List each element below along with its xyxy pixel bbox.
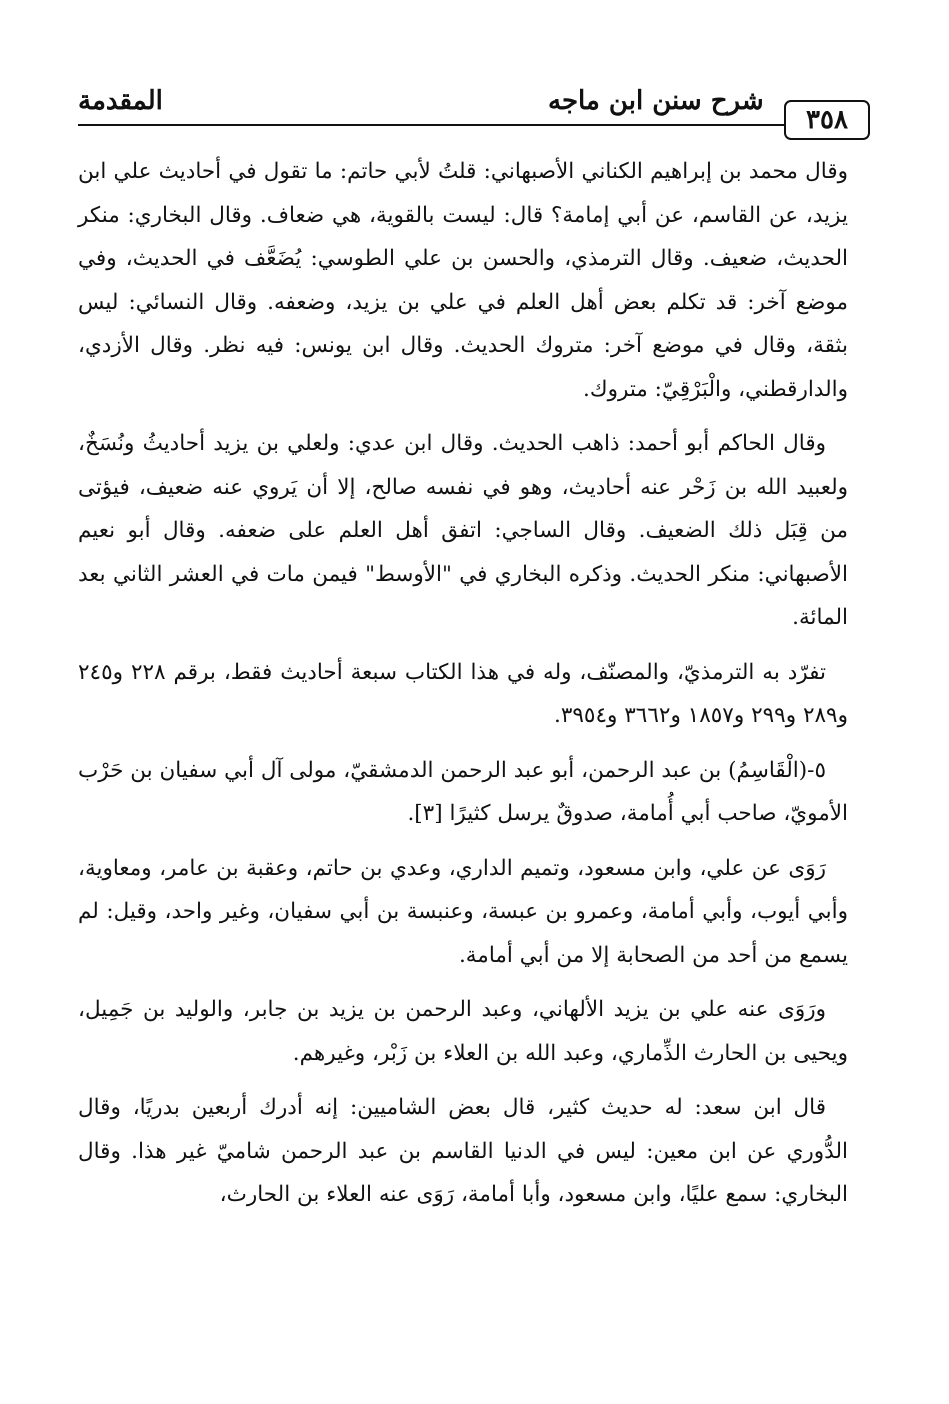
paragraph: تفرّد به الترمذيّ، والمصنّف، وله في هذا الكتاب سبعة أحاديث فقط، برقم ٢٢٨ و٢٤٥ و٢٨٩ و٢٩٩ و١٨٥٧ و٣٦٦٢ و٣٩٥٤. (78, 659, 848, 728)
paragraph: ورَوَى عنه علي بن يزيد الألهاني، وعبد الرحمن بن يزيد بن جابر، والوليد بن جَمِيل، ويحيى بن الحارث الذِّماري، وعبد الله بن العلاء بن زَبْر، وغيرهم. (78, 997, 848, 1066)
section-title: المقدمة (78, 86, 163, 116)
main-text (78, 150, 848, 1217)
paragraph: وقال محمد بن إبراهيم الكناني الأصبهاني: قلتُ لأبي حاتم: ما تقول في أحاديث علي ابن يزيد، عن القاسم، عن أبي إمامة؟ قال: ليست بالقوية، هي ضعاف. وقال البخاري: منكر الحديث، ضعيف. وقال الترمذي، والحسن بن علي الطوسي: يُضَعَّف في الحديث، وفي موضع آخر: قد تكلم بعض أهل العلم في علي بن يزيد، وضعفه. وقال النسائي: ليس بثقة، وقال في موضع آخر: متروك الحديث. وقال ابن يونس: فيه نظر. وقال الأزدي، والدارقطني، والْبَرْقِيّ: متروك. (78, 159, 848, 402)
page-number: ٣٥٨ (784, 100, 870, 140)
header-divider (78, 124, 868, 126)
page-header (78, 80, 868, 135)
book-title: شرح سنن ابن ماجه (548, 86, 764, 116)
narrator-entry: ٥-(الْقَاسِمُ) بن عبد الرحمن، أبو عبد الرحمن الدمشقيّ، مولى آل أبي سفيان بن حَرْب الأمويّ، صاحب أبي أُمامة، صدوقٌ يرسل كثيرًا [٣]. (78, 757, 848, 826)
paragraph: وقال الحاكم أبو أحمد: ذاهب الحديث. وقال ابن عدي: ولعلي بن يزيد أحاديثُ ونُسَخٌ، ولعبيد الله بن زَحْر عنه أحاديث، وهو في نفسه صالح، إلا أن يَروي عنه ضعيف، فيؤتى من قِبَل ذلك الضعيف. وقال الساجي: اتفق أهل العلم على ضعفه. وقال أبو نعيم الأصبهاني: منكر الحديث. وذكره البخاري في "الأوسط" فيمن مات في العشر الثاني بعد المائة. (78, 431, 848, 630)
paragraph: رَوَى عن علي، وابن مسعود، وتميم الداري، وعدي بن حاتم، وعقبة بن عامر، ومعاوية، وأبي أيوب، وأبي أمامة، وعمرو بن عبسة، وعنبسة بن أبي سفيان، وغير واحد، وقيل: لم يسمع من أحد من الصحابة إلا من أبي أمامة. (78, 855, 848, 968)
paragraph: قال ابن سعد: له حديث كثير، قال بعض الشاميين: إنه أدرك أربعين بدريًا، وقال الدُّوري عن ابن معين: ليس في الدنيا القاسم بن عبد الرحمن شاميّ غير هذا. وقال البخاري: سمع عليًا، وابن مسعود، وأبا أمامة، رَوَى عنه العلاء بن الحارث، (78, 1095, 848, 1207)
